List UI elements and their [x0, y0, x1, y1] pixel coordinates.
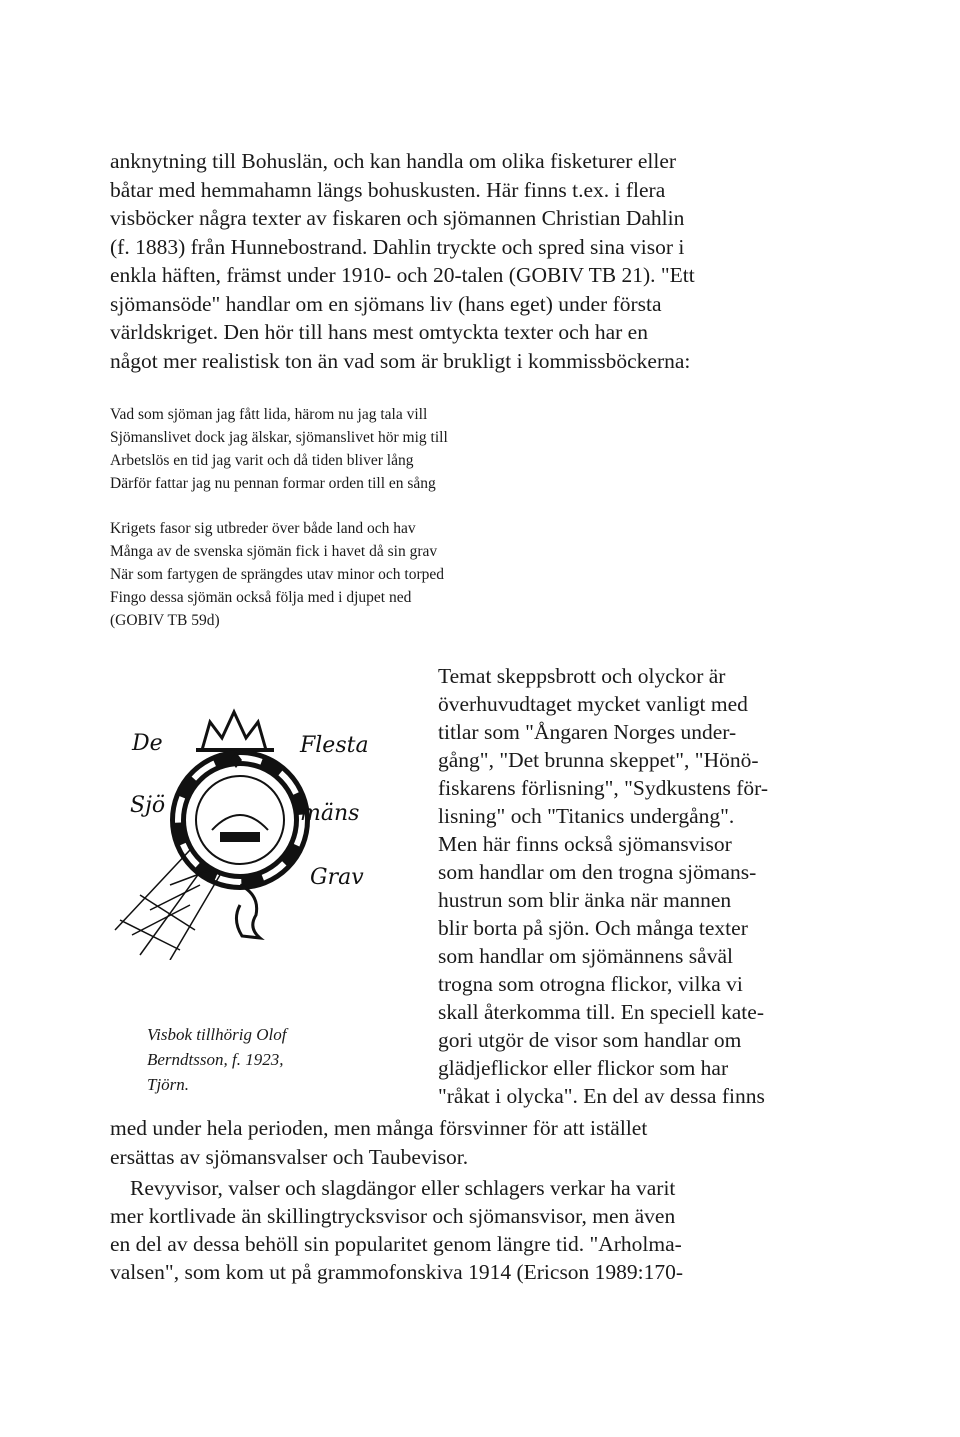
- text-line: världskriget. Den hör till hans mest omtyckta texter och har en: [110, 320, 648, 344]
- verse-line: Fingo dessa sjömän också följa med i djupet ned: [110, 589, 412, 606]
- songbook-illustration: [110, 660, 430, 960]
- text-line: gång", "Det brunna skeppet", "Hönö-: [438, 748, 759, 772]
- text-line: gori utgör de visor som handlar om: [438, 1028, 742, 1052]
- text-line: som handlar om den trogna sjömans-: [438, 860, 757, 884]
- text-line: mer kortlivade än skillingtrycksvisor och sjömansvisor, men även: [110, 1204, 676, 1228]
- inner-boat: [220, 832, 260, 842]
- text-line: lisning" och "Titanics undergång".: [438, 804, 735, 828]
- caption-line: Visbok tillhörig Olof: [147, 1025, 287, 1044]
- text-line: titlar som "Ångaren Norges under-: [438, 720, 737, 744]
- text-line: överhuvudtaget mycket vanligt med: [438, 692, 748, 716]
- text-line: hustrun som blir änka när mannen: [438, 888, 732, 912]
- illustration-word: mäns: [300, 801, 360, 826]
- text-line: anknytning till Bohuslän, och kan handla om olika fisketurer eller: [110, 149, 677, 173]
- verse-line: Arbetslös en tid jag varit och då tiden bliver lång: [110, 452, 414, 469]
- crown-shape: [202, 712, 266, 750]
- text-line: Temat skeppsbrott och olyckor är: [438, 664, 726, 688]
- text-line: med under hela perioden, men många försvinner för att istället: [110, 1116, 648, 1140]
- text-line: glädjeflickor eller flickor som har: [438, 1056, 729, 1080]
- verse-line: Därför fattar jag nu pennan formar orden till en sång: [110, 475, 436, 492]
- text-line: Men här finns också sjömansvisor: [438, 832, 732, 856]
- text-line: visböcker några texter av fiskaren och sjömannen Christian Dahlin: [110, 206, 685, 230]
- caption-line: Tjörn.: [147, 1075, 190, 1094]
- fishing-net: [115, 850, 220, 960]
- verse-line: När som fartygen de sprängdes utav minor och torped: [110, 566, 445, 583]
- verse-line: Sjömanslivet dock jag älskar, sjömanslivet hör mig till: [110, 429, 448, 446]
- illustration-word: De: [132, 731, 163, 756]
- inner-wave: [212, 815, 268, 830]
- text-line: sjömansöde" handlar om en sjömans liv (hans eget) under första: [110, 292, 662, 316]
- text-line: (f. 1883) från Hunnebostrand. Dahlin tryckte och spred sina visor i: [110, 235, 685, 259]
- verse-line: Krigets fasor sig utbreder över både land och hav: [110, 520, 416, 537]
- illustration-word: Grav: [310, 865, 364, 890]
- text-line: fiskarens förlisning", "Sydkustens för-: [438, 776, 769, 800]
- text-line: ersättas av sjömansvalser och Taubevisor.: [110, 1145, 469, 1169]
- verse-line: Många av de svenska sjömän fick i havet då sin grav: [110, 543, 438, 560]
- text-line: "råkat i olycka". En del av dessa finns: [438, 1084, 765, 1108]
- anchor-sketch: [236, 885, 260, 938]
- verse-source: (GOBIV TB 59d): [110, 612, 220, 629]
- lifebuoy-inner: [196, 776, 284, 864]
- text-line: blir borta på sjön. Och många texter: [438, 916, 748, 940]
- caption-line: Berndtsson, f. 1923,: [147, 1050, 284, 1069]
- lifebuoy-drawing: [110, 660, 430, 960]
- text-line: båtar med hemmahamn längs bohuskusten. Här finns t.ex. i flera: [110, 178, 666, 202]
- text-line: skall återkomma till. En speciell kate-: [438, 1000, 764, 1024]
- verse-line: Vad som sjöman jag fått lida, härom nu jag tala vill: [110, 406, 428, 423]
- text-line: en del av dessa behöll sin popularitet genom längre tid. "Arholma-: [110, 1232, 682, 1256]
- illustration-word: Flesta: [300, 733, 369, 758]
- text-line: som handlar om sjömännens såväl: [438, 944, 733, 968]
- illustration-word: Sjö: [130, 793, 166, 818]
- text-line: något mer realistisk ton än vad som är brukligt i kommissböckerna:: [110, 349, 691, 373]
- text-line: enkla häften, främst under 1910- och 20-talen (GOBIV TB 21). "Ett: [110, 263, 695, 287]
- text-line: Revyvisor, valser och slagdängor eller schlagers verkar ha varit: [130, 1176, 676, 1200]
- text-line: valsen", som kom ut på grammofonskiva 1914 (Ericson 1989:170-: [110, 1260, 684, 1284]
- text-line: trogna som otrogna flickor, vilka vi: [438, 972, 743, 996]
